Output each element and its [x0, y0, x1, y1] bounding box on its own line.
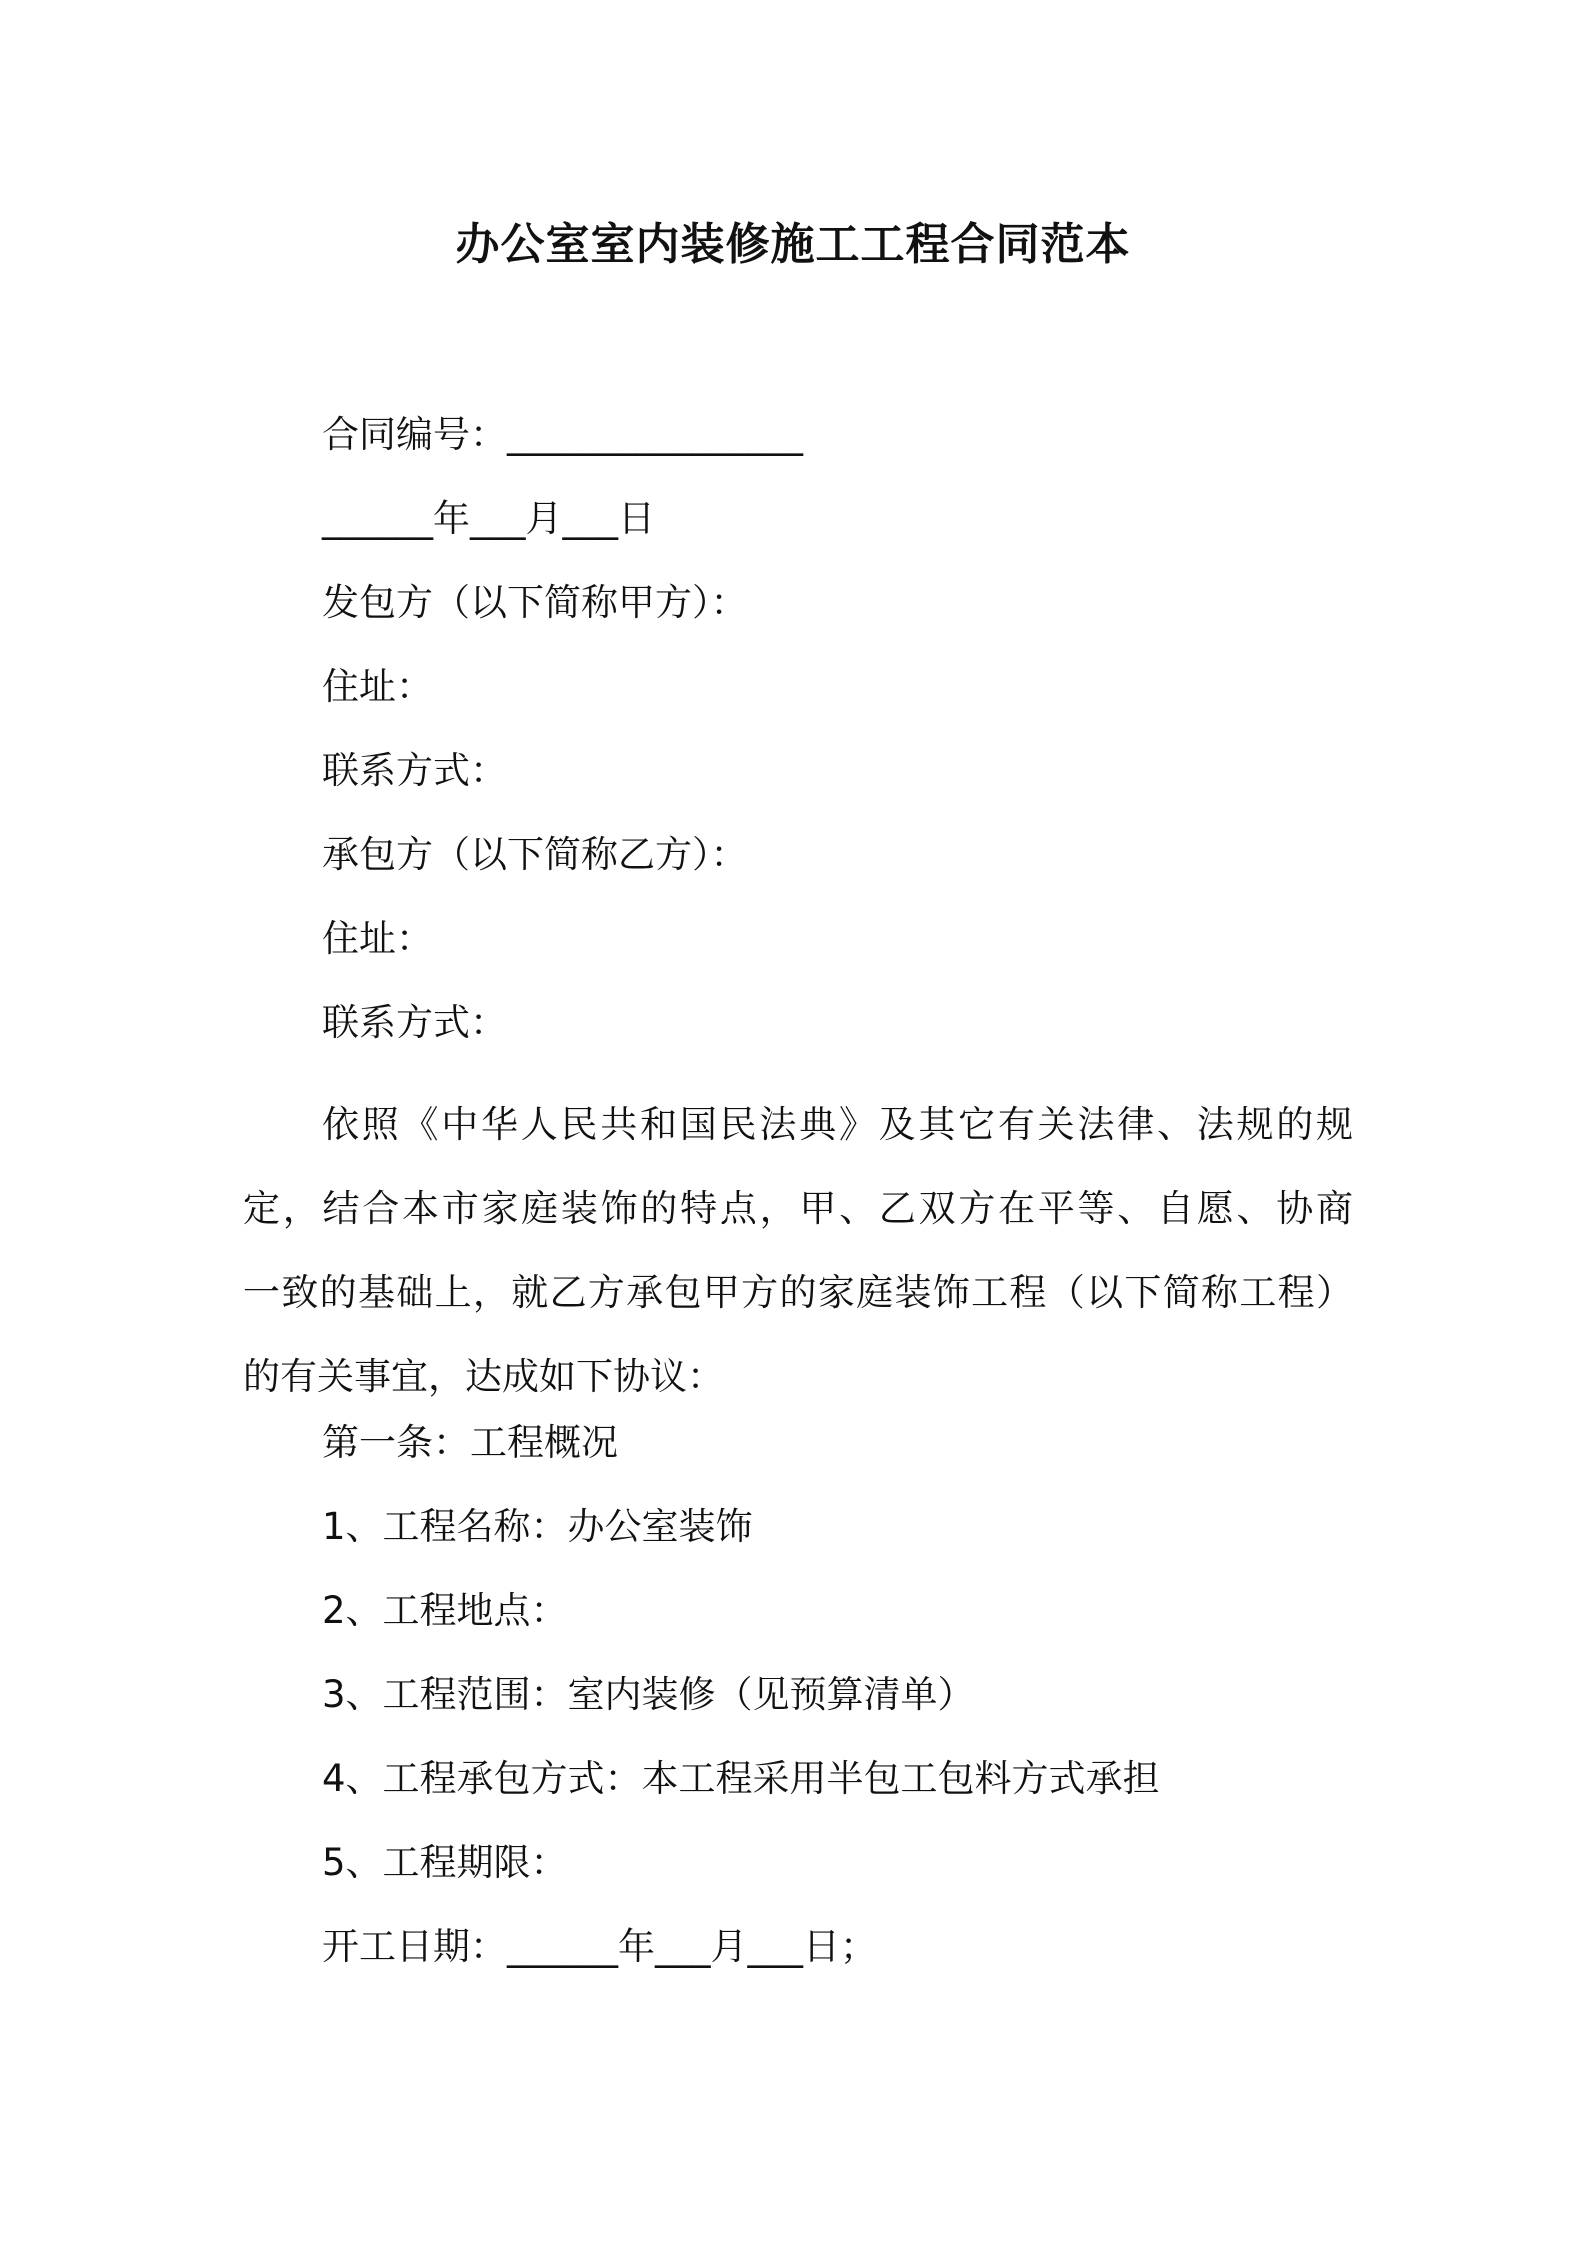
preamble-line: 依照《中华人民共和国民法典》及其它有关法律、法规的规: [322, 1103, 1353, 1146]
party-b-heading: 承包方（以下简称乙方）：: [322, 833, 748, 876]
party-a-contact: 联系方式：: [322, 749, 507, 792]
contract-date-line: ______年___月___日: [322, 497, 655, 540]
contract-method-line: 4、工程承包方式：本工程采用半包工包料方式承担: [322, 1757, 1160, 1800]
preamble-line: 定，结合本市家庭装饰的特点，甲、乙双方在平等、自愿、协商: [243, 1187, 1353, 1230]
preamble-line: 一致的基础上，就乙方承包甲方的家庭装饰工程（以下简称工程）: [243, 1271, 1353, 1314]
article-one-heading: 第一条：工程概况: [322, 1421, 618, 1464]
party-b-address: 住址：: [322, 917, 433, 960]
party-a-heading: 发包方（以下简称甲方）：: [322, 581, 748, 624]
party-b-contact: 联系方式：: [322, 1001, 507, 1044]
start-date-line: 开工日期：______年___月___日；: [322, 1925, 877, 1968]
project-location-line: 2、工程地点：: [322, 1589, 568, 1632]
project-term-line: 5、工程期限：: [322, 1841, 568, 1884]
project-scope-line: 3、工程范围：室内装修（见预算清单）: [322, 1673, 975, 1716]
preamble-paragraph: [243, 1083, 1353, 1419]
project-name-line: 1、工程名称：办公室装饰: [322, 1505, 753, 1548]
contract-number-line: 合同编号：________________: [322, 413, 803, 456]
preamble-line: 的有关事宜，达成如下协议：: [243, 1355, 724, 1398]
document-title: 办公室室内装修施工工程合同范本: [455, 219, 1131, 270]
party-a-address: 住址：: [322, 665, 433, 708]
